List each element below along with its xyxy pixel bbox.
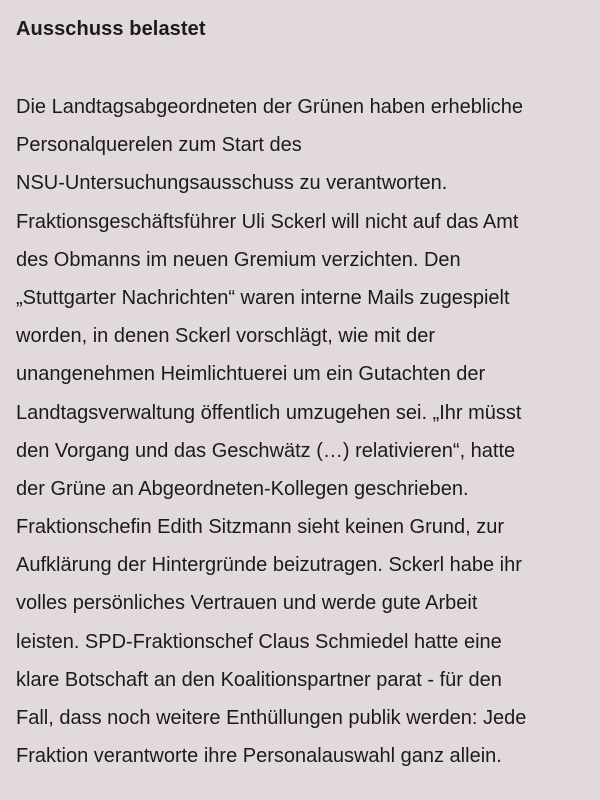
- body-line: den Vorgang und das Geschwätz (…) relativieren“, hatte: [16, 439, 516, 462]
- body-line: leisten. SPD-Fraktionschef Claus Schmiedel hatte eine: [16, 630, 502, 653]
- article-body: [16, 88, 526, 775]
- article-headline: Ausschuss belastet: [16, 18, 206, 40]
- body-line: Die Landtagsabgeordneten der Grünen haben erhebliche: [16, 96, 524, 118]
- body-line: „Stuttgarter Nachrichten“ waren interne Mails zugespielt: [16, 286, 510, 309]
- body-line: Fall, dass noch weitere Enthüllungen publik werden: Jede: [16, 707, 527, 729]
- body-line: worden, in denen Sckerl vorschlägt, wie mit der: [16, 325, 436, 348]
- body-line: der Grüne an Abgeordneten-Kollegen geschrieben.: [16, 477, 469, 500]
- body-line: Landtagsverwaltung öffentlich umzugehen sei. „Ihr müsst: [16, 401, 522, 424]
- body-line: Fraktionschefin Edith Sitzmann sieht keinen Grund, zur: [16, 516, 505, 539]
- body-line: des Obmanns im neuen Gremium verzichten. Den: [16, 248, 461, 271]
- body-line: unangenehmen Heimlichtuerei um ein Gutachten der: [16, 363, 486, 386]
- body-line: Personalquerelen zum Start des: [16, 134, 302, 157]
- body-line: NSU-Untersuchungsausschuss zu verantworten.: [16, 172, 448, 195]
- body-line: Fraktionsgeschäftsführer Uli Sckerl will nicht auf das Amt: [16, 210, 519, 233]
- body-line: Aufklärung der Hintergründe beizutragen. Sckerl habe ihr: [16, 554, 522, 577]
- body-line: klare Botschaft an den Koalitionspartner parat - für den: [16, 668, 502, 691]
- body-line: volles persönliches Vertrauen und werde gute Arbeit: [16, 592, 478, 615]
- body-line: Fraktion verantworte ihre Personalauswahl ganz allein.: [16, 745, 502, 768]
